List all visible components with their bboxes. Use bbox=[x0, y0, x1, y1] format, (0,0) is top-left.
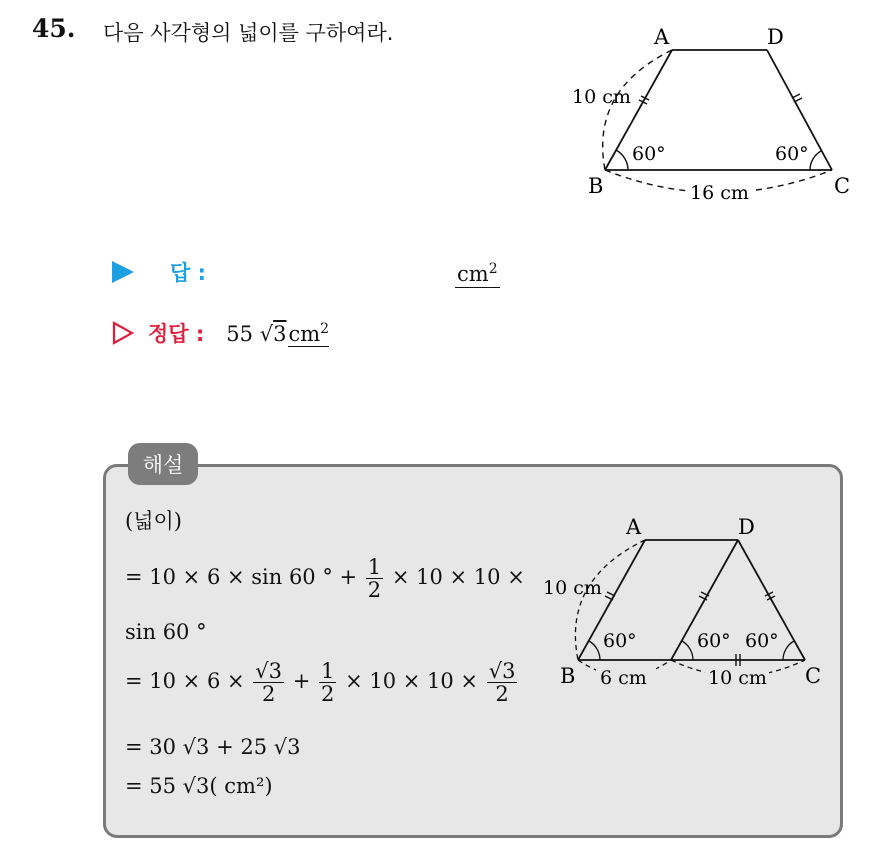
correct-radicand: 3 bbox=[273, 321, 287, 346]
solution-line-6: = 55 √3( cm²) bbox=[125, 774, 273, 798]
solution-line-3: sin 60 ° bbox=[125, 620, 207, 644]
fraction-den: 2 bbox=[495, 682, 509, 706]
correct-label: 정답 : bbox=[148, 322, 205, 346]
play-outline-icon bbox=[112, 321, 134, 345]
solution-side-label: 10 cm bbox=[543, 577, 602, 599]
solution-tick-marks bbox=[605, 592, 775, 666]
fraction bbox=[253, 660, 284, 705]
solution-vertex-c: C bbox=[805, 664, 822, 688]
fraction-num: 1 bbox=[367, 555, 382, 579]
fraction-den: 2 bbox=[367, 578, 382, 602]
solution-line-2 bbox=[125, 556, 525, 601]
base-length-label: 16 cm bbox=[690, 182, 749, 204]
solution-vertex-a: A bbox=[626, 515, 642, 539]
angle-c-label: 60° bbox=[775, 143, 809, 165]
fraction bbox=[366, 556, 383, 601]
question-number: 45. bbox=[32, 14, 76, 43]
solution-dashed-arcs bbox=[575, 540, 805, 676]
side-length-label: 10 cm bbox=[572, 86, 631, 108]
vertex-a-label: A bbox=[654, 25, 670, 49]
solution-line-4-a: = 10 × 6 × bbox=[125, 669, 245, 693]
dashed-arcs bbox=[603, 50, 832, 193]
solution-line-4-b: × 10 × 10 × bbox=[345, 669, 478, 693]
solution-base-right-label: 10 cm bbox=[708, 667, 767, 689]
solution-angle-3: 60° bbox=[745, 630, 779, 652]
fraction bbox=[319, 660, 336, 705]
answer-row bbox=[112, 255, 206, 289]
solution-line-5: = 30 √3 + 25 √3 bbox=[125, 735, 301, 759]
vertex-d-label: D bbox=[767, 25, 784, 49]
correct-value bbox=[226, 321, 329, 346]
fraction-num: 1 bbox=[321, 659, 335, 683]
answer-label: 답 : bbox=[170, 261, 206, 285]
correct-unit-box bbox=[288, 322, 329, 347]
solution-vertex-d: D bbox=[738, 515, 755, 539]
solution-angle-2: 60° bbox=[697, 630, 731, 652]
question-text: 다음 사각형의 넓이를 구하여라. bbox=[103, 21, 394, 45]
solution-angle-1: 60° bbox=[603, 630, 637, 652]
fraction-den: 2 bbox=[261, 682, 276, 706]
fraction-num: √3 bbox=[488, 659, 516, 683]
solution-vertex-b: B bbox=[560, 664, 576, 688]
vertex-c-label: C bbox=[834, 174, 851, 198]
correct-unit-exp: 2 bbox=[320, 320, 330, 337]
correct-coef: 55 bbox=[226, 321, 254, 346]
answer-unit-blank[interactable] bbox=[455, 256, 500, 288]
answer-unit: cm bbox=[457, 262, 489, 286]
play-icon bbox=[112, 261, 134, 283]
solution-line-4 bbox=[125, 660, 519, 705]
trapezoid-figure bbox=[560, 20, 860, 220]
solution-figure bbox=[540, 510, 830, 695]
solution-base-left-label: 6 cm bbox=[600, 667, 647, 689]
solution-line-1: (넓이) bbox=[125, 509, 182, 533]
angle-b-label: 60° bbox=[632, 143, 666, 165]
solution-line-2-b: × 10 × 10 × bbox=[391, 565, 525, 589]
tick-marks bbox=[639, 94, 802, 104]
fraction-num: √3 bbox=[255, 659, 283, 683]
correct-radical: √ bbox=[259, 321, 274, 346]
correct-unit: cm bbox=[288, 321, 321, 346]
fraction bbox=[487, 660, 518, 705]
solution-tag: 해설 bbox=[128, 443, 198, 485]
solution-line-2-a: = 10 × 6 × sin 60 ° + bbox=[125, 565, 358, 589]
vertex-b-label: B bbox=[588, 174, 604, 198]
answer-unit-exp: 2 bbox=[488, 261, 498, 277]
fraction-den: 2 bbox=[321, 682, 335, 706]
correct-answer-row bbox=[112, 318, 329, 348]
plus-sign: + bbox=[292, 669, 311, 693]
